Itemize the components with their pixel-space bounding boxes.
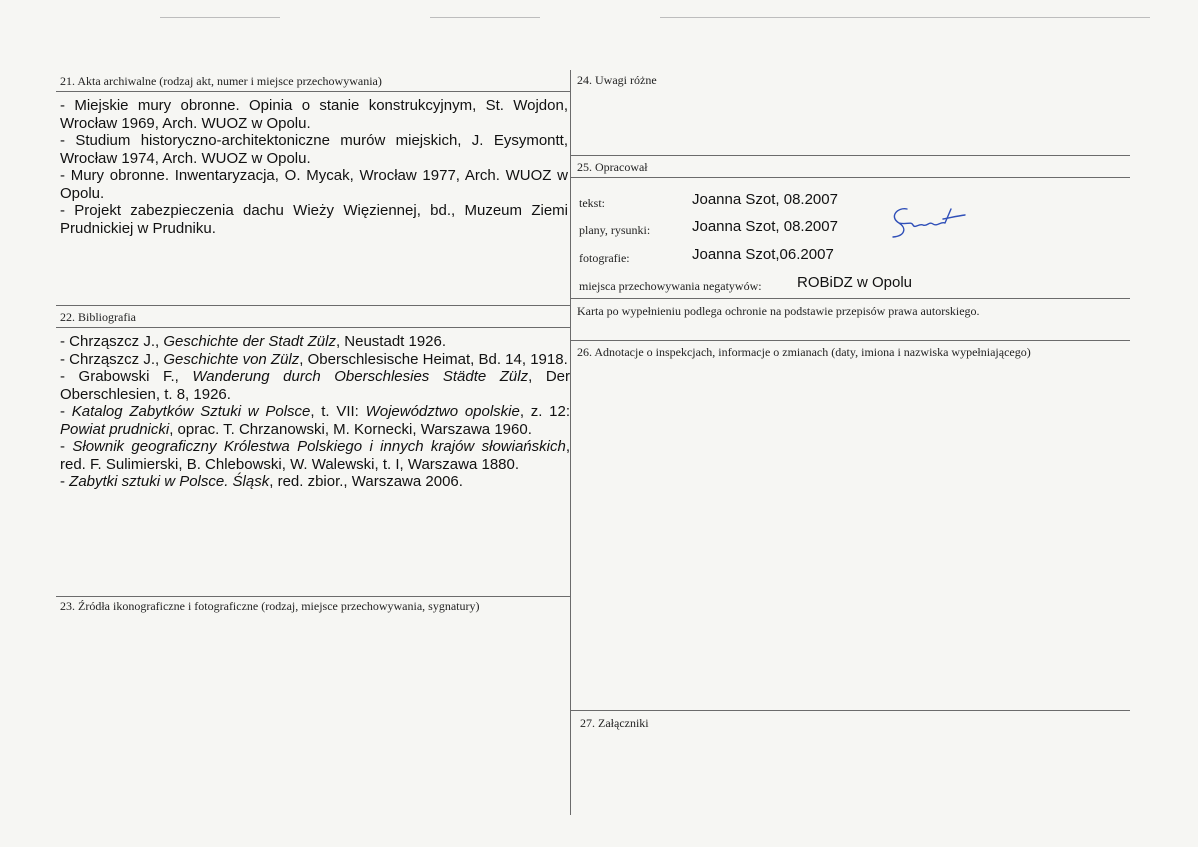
scan-mark: [660, 17, 1150, 18]
credit-row-label: plany, rysunki:: [579, 223, 651, 237]
archive-item: - Projekt zabezpieczenia dachu Wieży Więziennej, bd., Muzeum Ziemi Prudnickiej w Prudniku.: [60, 202, 568, 237]
negatives-label: miejsca przechowywania negatywów:: [579, 279, 762, 293]
credit-row-value: Joanna Szot, 08.2007: [692, 218, 838, 235]
section-23-top-rule: [56, 596, 570, 597]
bibliography-item: - Grabowski F., Wanderung durch Oberschlesies Städte Zülz, Der Oberschlesien, t. 8, 1926.: [60, 368, 570, 403]
section-27-top-rule: [570, 710, 1130, 711]
copyright-note: Karta po wypełnieniu podlega ochronie na podstawie przepisów prawa autorskiego.: [577, 304, 980, 318]
column-divider: [570, 70, 571, 815]
handwritten-signature: [885, 203, 975, 243]
section-23-label: 23. Źródła ikonograficzne i fotograficzne (rodzaj, miejsce przechowywania, sygnatury): [60, 599, 480, 613]
section-21-list: [60, 97, 568, 237]
bibliography-item: - Katalog Zabytków Sztuki w Polsce, t. VII: Województwo opolskie, z. 12: Powiat prudnicki, oprac. T. Chrzanowski, M. Kornecki, Warszawa 1960.: [60, 403, 570, 438]
section-25-label: 25. Opracował: [577, 160, 648, 174]
section-22-top-rule: [56, 305, 570, 306]
credit-row-value: Joanna Szot, 08.2007: [692, 191, 838, 208]
archive-item: - Mury obronne. Inwentaryzacja, O. Mycak, Wrocław 1977, Arch. WUOZ w Opolu.: [60, 167, 568, 202]
scan-mark: [160, 17, 280, 18]
bibliography-item: - Chrząszcz J., Geschichte von Zülz, Oberschlesische Heimat, Bd. 14, 1918.: [60, 350, 568, 368]
credit-row-label: fotografie:: [579, 251, 630, 265]
section-26-top-rule: [570, 340, 1130, 341]
negatives-value: ROBiDZ w Opolu: [797, 274, 913, 291]
archive-item: - Miejskie mury obronne. Opinia o stanie konstrukcyjnym, St. Wojdon, Wrocław 1969, Arch. WUOZ w Opolu.: [60, 97, 568, 132]
bibliography-item: - Chrząszcz J., Geschichte der Stadt Zülz, Neustadt 1926.: [60, 333, 447, 350]
bibliography-item: - Zabytki sztuki w Polsce. Śląsk, red. zbior., Warszawa 2006.: [60, 473, 463, 490]
section-21-rule: [56, 91, 570, 92]
section-21-label: 21. Akta archiwalne (rodzaj akt, numer i miejsce przechowywania): [60, 74, 382, 88]
credit-row-label: tekst:: [579, 196, 605, 210]
section-26-label: 26. Adnotacje o inspekcjach, informacje o zmianach (daty, imiona i nazwiska wypełniającego): [577, 345, 1031, 359]
scan-mark: [430, 17, 540, 18]
section-25-rule: [570, 177, 1130, 178]
section-25-top-rule: [570, 155, 1130, 156]
section-24-label: 24. Uwagi różne: [577, 73, 657, 87]
section-22-rule: [56, 327, 570, 328]
section-25-bottom-rule: [570, 298, 1130, 299]
section-22-label: 22. Bibliografia: [60, 310, 136, 324]
section-27-label: 27. Załączniki: [580, 716, 649, 730]
section-22-list: [60, 333, 570, 491]
bibliography-item: - Słownik geograficzny Królestwa Polskiego i innych krajów słowiańskich, red. F. Sulimierski, B. Chlebowski, W. Walewski, t. I, Warszawa 1880.: [60, 438, 570, 473]
archive-item: - Studium historyczno-architektoniczne murów miejskich, J. Eysymontt, Wrocław 1974, Arch. WUOZ w Opolu.: [60, 132, 568, 167]
credit-row-value: Joanna Szot,06.2007: [692, 246, 834, 263]
